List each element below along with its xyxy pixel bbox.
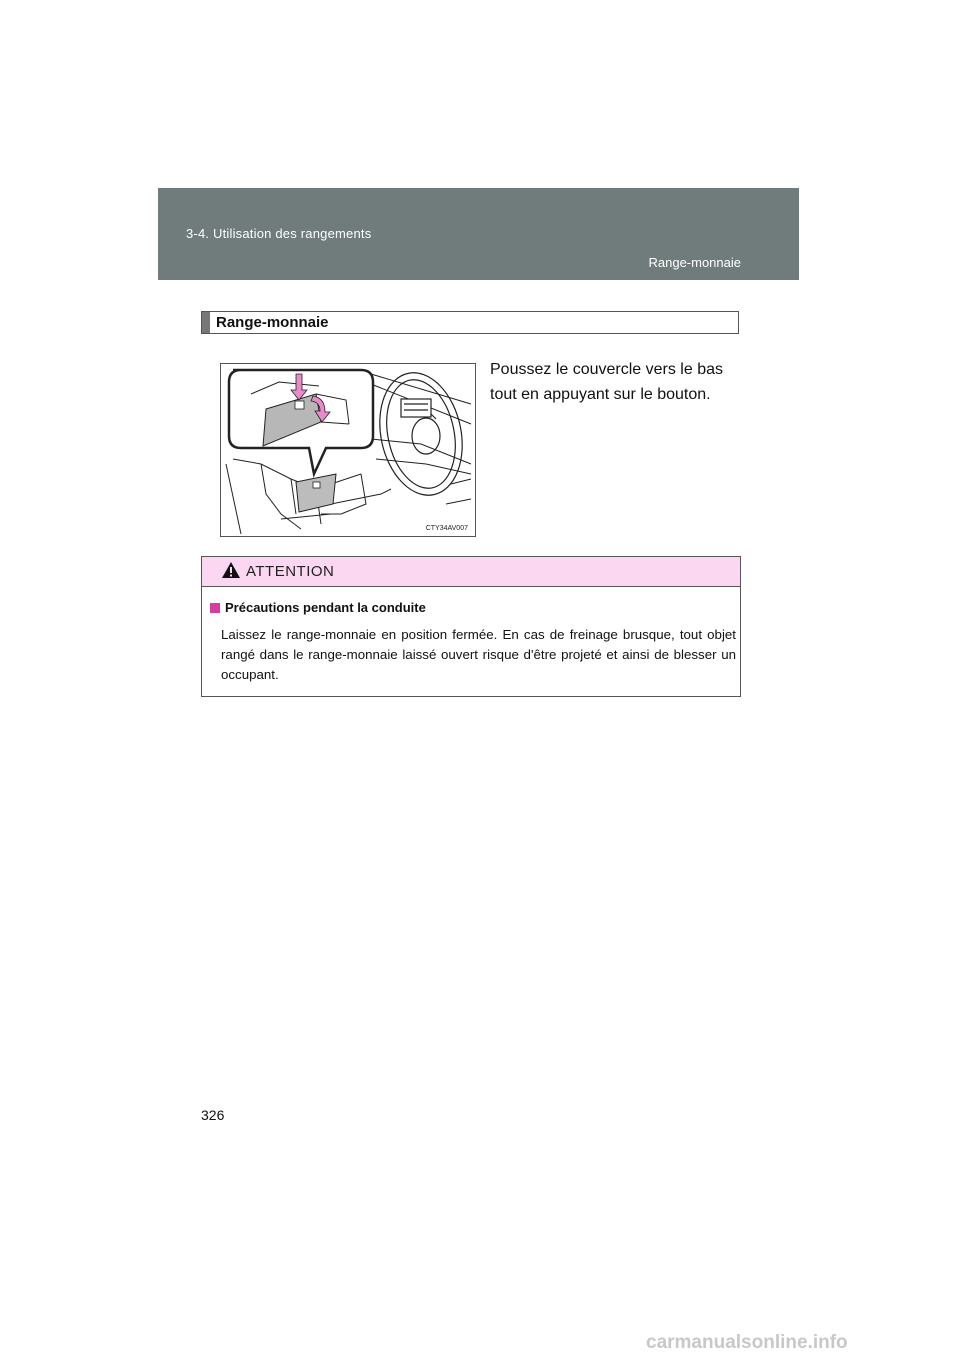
- section-title: Range-monnaie: [216, 314, 329, 331]
- bullet-square-icon: [210, 603, 220, 613]
- attention-title: ATTENTION: [246, 563, 335, 580]
- figure-code: CTY34AV007: [425, 525, 468, 532]
- coin-holder-figure: [220, 363, 476, 537]
- attention-box: [201, 556, 741, 697]
- section-path: 3-4. Utilisation des rangements: [186, 226, 372, 241]
- watermark: carmanualsonline.info: [646, 1332, 848, 1353]
- page-number: 326: [201, 1107, 225, 1123]
- header-topic: Range-monnaie: [648, 255, 741, 270]
- heading-marker: [202, 312, 210, 333]
- section-heading: [201, 311, 739, 334]
- attention-body: Laissez le range-monnaie en position fermée. En cas de freinage brusque, tout objet rangé dans le range-monnaie laissé ouvert risque d'être projeté et ainsi de blesser un occupant.: [221, 627, 736, 682]
- header-band: [158, 188, 799, 280]
- warning-triangle-icon: [221, 561, 241, 584]
- attention-subheading-text: Précautions pendant la conduite: [225, 600, 426, 615]
- coin-holder-illustration: [221, 364, 475, 536]
- attention-header: [202, 557, 740, 587]
- attention-subheading: [210, 600, 426, 615]
- instruction-text: Poussez le couvercle vers le bas tout en appuyant sur le bouton.: [490, 361, 723, 403]
